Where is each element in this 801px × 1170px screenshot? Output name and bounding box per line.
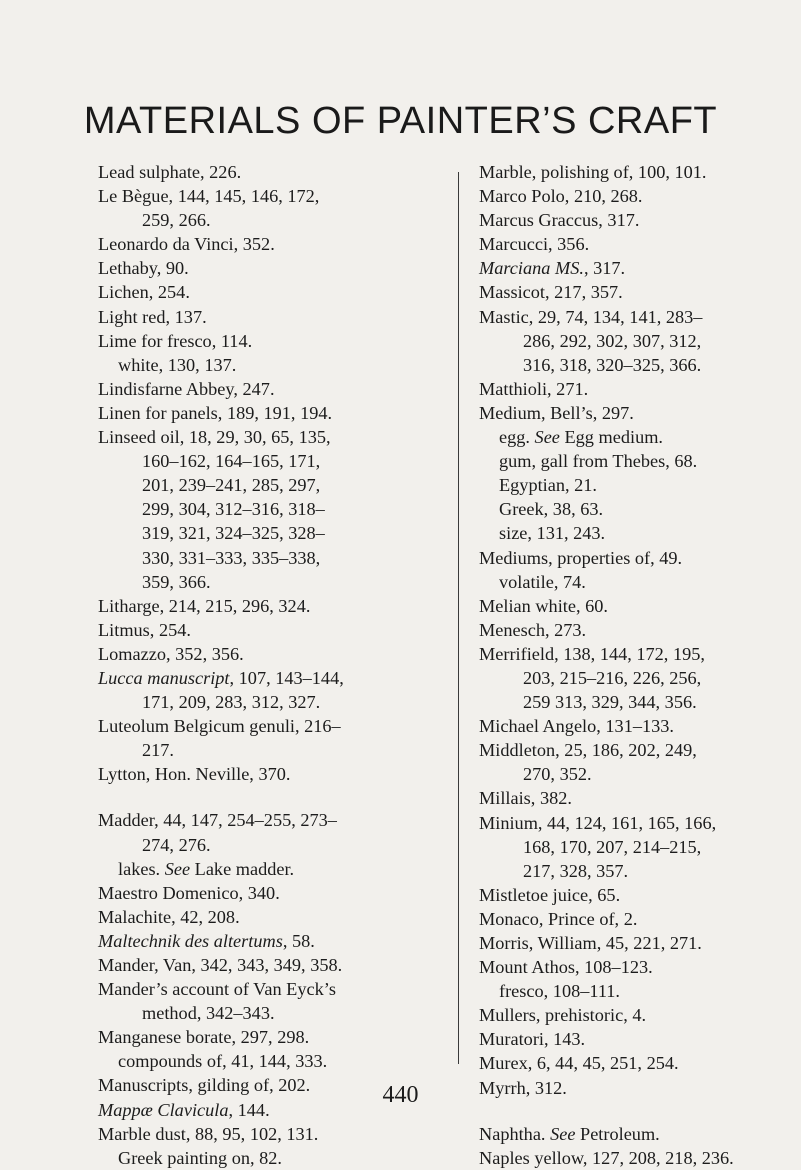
index-entry xyxy=(479,160,794,184)
entry-text: lakes. xyxy=(118,858,165,879)
entry-text: method, 342–343. xyxy=(142,1003,275,1024)
index-entry xyxy=(98,762,450,786)
entry-text: Naples yellow, 127, 208, 218, 236. xyxy=(479,1147,734,1168)
entry-text: Marble dust, 88, 95, 102, 131. xyxy=(98,1123,319,1144)
entry-text: 299, 304, 312–316, 318– xyxy=(142,499,325,520)
index-entry xyxy=(479,1003,794,1027)
entry-text: Melian white, 60. xyxy=(479,595,608,616)
see-reference: See xyxy=(164,858,191,879)
entry-text: egg. xyxy=(499,427,535,448)
index-entry xyxy=(479,907,794,931)
index-entry xyxy=(479,1051,794,1075)
entry-text: 286, 292, 302, 307, 312, xyxy=(523,330,702,351)
entry-text: Manuscripts, gilding of, 202. xyxy=(98,1075,311,1096)
entry-text: 171, 209, 283, 312, 327. xyxy=(142,692,321,713)
index-entry-continuation xyxy=(479,690,794,714)
index-entry xyxy=(479,786,794,810)
index-entry-continuation xyxy=(479,329,794,353)
index-subentry xyxy=(479,473,794,497)
italic-title: Maltechnik des altertums xyxy=(98,930,283,951)
index-entry-continuation xyxy=(98,690,450,714)
index-subentry xyxy=(479,979,794,1003)
index-entry xyxy=(479,714,794,738)
index-entry-continuation xyxy=(98,521,450,545)
index-entry-continuation xyxy=(98,833,450,857)
italic-title: Marciana MS. xyxy=(479,258,584,279)
index-entry xyxy=(98,184,450,208)
index-entry-continuation xyxy=(98,546,450,570)
entry-text: Muratori, 143. xyxy=(479,1029,586,1050)
entry-text: volatile, 74. xyxy=(499,571,586,592)
entry-text: , 107, 143–144, xyxy=(229,667,344,688)
index-entry xyxy=(98,305,450,329)
entry-text: 270, 352. xyxy=(523,764,592,785)
entry-text: 330, 331–333, 335–338, xyxy=(142,547,321,568)
index-entry xyxy=(479,594,794,618)
index-entry xyxy=(479,377,794,401)
entry-text: Maestro Domenico, 340. xyxy=(98,882,280,903)
entry-text: Manganese borate, 297, 298. xyxy=(98,1027,310,1048)
index-entry xyxy=(98,425,450,449)
index-entry-continuation xyxy=(98,738,450,762)
entry-text: Millais, 382. xyxy=(479,788,572,809)
entry-text: Massicot, 217, 357. xyxy=(479,282,623,303)
entry-text: 160–162, 164–165, 171, xyxy=(142,451,321,472)
entry-text: Lethaby, 90. xyxy=(98,258,189,279)
entry-text: Lichen, 254. xyxy=(98,282,190,303)
entry-text: Mistletoe juice, 65. xyxy=(479,884,621,905)
index-entry-continuation xyxy=(479,859,794,883)
index-entry xyxy=(479,232,794,256)
entry-text: white, 130, 137. xyxy=(118,354,237,375)
see-target: Petroleum. xyxy=(575,1123,660,1144)
index-subentry xyxy=(479,521,794,545)
see-target: Lake madder. xyxy=(190,858,295,879)
index-entry-continuation xyxy=(98,208,450,232)
index-subentry xyxy=(479,497,794,521)
index-subentry xyxy=(479,570,794,594)
entry-text: , 144. xyxy=(228,1099,270,1120)
entry-text: Myrrh, 312. xyxy=(479,1077,567,1098)
entry-text: 168, 170, 207, 214–215, xyxy=(523,836,702,857)
index-entry xyxy=(98,977,450,1001)
index-column-right xyxy=(479,160,794,1170)
entry-text: Litmus, 254. xyxy=(98,619,191,640)
index-entry xyxy=(479,208,794,232)
index-entry-continuation xyxy=(479,666,794,690)
index-entry xyxy=(479,256,794,280)
index-entry xyxy=(98,329,450,353)
entry-text: Lomazzo, 352, 356. xyxy=(98,643,244,664)
entry-text: Mander’s account of Van Eyck’s xyxy=(98,979,336,1000)
entry-text: Greek painting on, 82. xyxy=(118,1147,282,1168)
entry-text: compounds of, 41, 144, 333. xyxy=(118,1051,328,1072)
entry-text: 201, 239–241, 285, 297, xyxy=(142,475,321,496)
see-reference: See xyxy=(534,427,560,448)
entry-text: 259 313, 329, 344, 356. xyxy=(523,692,697,713)
index-entry xyxy=(479,1122,794,1146)
entry-text: Litharge, 214, 215, 296, 324. xyxy=(98,595,311,616)
entry-text: Le Bègue, 144, 145, 146, 172, xyxy=(98,186,320,207)
index-entry xyxy=(98,642,450,666)
entry-text: Marble, polishing of, 100, 101. xyxy=(479,162,707,182)
entry-text: size, 131, 243. xyxy=(499,523,606,544)
index-entry xyxy=(98,808,450,832)
index-entry-continuation xyxy=(98,497,450,521)
entry-text: Mander, Van, 342, 343, 349, 358. xyxy=(98,955,343,975)
entry-text: Michael Angelo, 131–133. xyxy=(479,716,674,737)
entry-text: Mullers, prehistoric, 4. xyxy=(479,1005,647,1026)
entry-text: Lime for fresco, 114. xyxy=(98,330,253,351)
index-entry xyxy=(479,738,794,762)
entry-text: Monaco, Prince of, 2. xyxy=(479,908,638,929)
index-subentry xyxy=(479,449,794,473)
entry-text: Luteolum Belgicum genuli, 216– xyxy=(98,716,341,737)
index-entry xyxy=(479,642,794,666)
entry-text: 217, 328, 357. xyxy=(523,860,629,881)
index-entry xyxy=(98,666,450,690)
index-entry-continuation xyxy=(98,473,450,497)
entry-text: Middleton, 25, 186, 202, 249, xyxy=(479,740,697,761)
index-entry xyxy=(98,594,450,618)
index-subentry xyxy=(98,353,450,377)
index-entry xyxy=(98,953,450,977)
index-entry-continuation xyxy=(479,835,794,859)
index-entry-continuation xyxy=(98,449,450,473)
index-column-left xyxy=(98,160,450,1170)
entry-text: gum, gall from Thebes, 68. xyxy=(499,451,698,472)
entry-text: Light red, 137. xyxy=(98,306,207,327)
index-entry xyxy=(98,714,450,738)
entry-text: 217. xyxy=(142,740,174,761)
entry-text: , 317. xyxy=(583,258,626,279)
see-target: Egg medium. xyxy=(559,427,663,448)
index-subentry xyxy=(98,857,450,881)
index-entry-continuation xyxy=(479,762,794,786)
entry-text: Madder, 44, 147, 254–255, 273– xyxy=(98,810,337,831)
entry-text: 359, 366. xyxy=(142,571,211,592)
entry-text: 259, 266. xyxy=(142,210,211,231)
page-number: 440 xyxy=(382,1082,419,1108)
index-entry xyxy=(479,955,794,979)
entry-text: 274, 276. xyxy=(142,834,211,855)
index-entry xyxy=(98,160,450,184)
entry-text: Marco Polo, 210, 268. xyxy=(479,186,643,207)
page-title: MATERIALS OF PAINTER’S CRAFT xyxy=(83,100,718,142)
entry-text: Lytton, Hon. Neville, 370. xyxy=(98,764,291,785)
index-entry xyxy=(98,401,450,425)
italic-title: Lucca manuscript xyxy=(98,667,230,688)
entry-text: Marcucci, 356. xyxy=(479,234,590,255)
index-entry xyxy=(479,546,794,570)
index-entry xyxy=(98,1025,450,1049)
index-entry xyxy=(479,883,794,907)
entry-text: Greek, 38, 63. xyxy=(499,499,604,520)
index-entry xyxy=(479,811,794,835)
italic-title: Mappæ Clavicula xyxy=(98,1099,229,1120)
entry-text: , 58. xyxy=(282,930,315,951)
index-entry xyxy=(479,401,794,425)
index-entry xyxy=(98,905,450,929)
column-divider xyxy=(458,172,459,1064)
index-entry xyxy=(98,881,450,905)
index-entry xyxy=(98,232,450,256)
entry-text: Mediums, properties of, 49. xyxy=(479,547,683,568)
index-entry-continuation xyxy=(98,570,450,594)
entry-text: Lindisfarne Abbey, 247. xyxy=(98,378,275,399)
entry-text: Mount Athos, 108–123. xyxy=(479,957,653,978)
entry-text: 319, 321, 324–325, 328– xyxy=(142,523,325,544)
index-entry-continuation xyxy=(479,353,794,377)
index-entry xyxy=(98,929,450,953)
index-entry xyxy=(479,931,794,955)
entry-text: 203, 215–216, 226, 256, xyxy=(523,667,702,688)
index-entry xyxy=(479,280,794,304)
entry-text: Linseed oil, 18, 29, 30, 65, 135, xyxy=(98,427,331,448)
entry-text: Mastic, 29, 74, 134, 141, 283– xyxy=(479,306,703,327)
entry-text: Morris, William, 45, 221, 271. xyxy=(479,933,702,953)
entry-text: Leonardo da Vinci, 352. xyxy=(98,234,275,255)
entry-text: Naphtha. xyxy=(479,1123,551,1144)
index-subentry xyxy=(98,1049,450,1073)
entry-text: fresco, 108–111. xyxy=(499,981,620,1002)
index-entry-continuation xyxy=(98,1001,450,1025)
entry-text: Marcus Graccus, 317. xyxy=(479,210,640,231)
entry-text: Medium, Bell’s, 297. xyxy=(479,402,634,423)
index-subentry xyxy=(98,1146,450,1170)
entry-text: 316, 318, 320–325, 366. xyxy=(523,354,702,375)
index-entry xyxy=(479,305,794,329)
entry-text: Lead sulphate, 226. xyxy=(98,162,242,182)
index-entry xyxy=(479,1146,794,1170)
index-entry xyxy=(98,618,450,642)
entry-text: Menesch, 273. xyxy=(479,619,587,640)
entry-text: Minium, 44, 124, 161, 165, 166, xyxy=(479,812,717,833)
index-subentry xyxy=(479,425,794,449)
entry-text: Murex, 6, 44, 45, 251, 254. xyxy=(479,1053,679,1074)
entry-text: Egyptian, 21. xyxy=(499,475,597,496)
entry-text: Matthioli, 271. xyxy=(479,378,589,399)
index-entry xyxy=(98,377,450,401)
index-entry xyxy=(98,1122,450,1146)
see-reference: See xyxy=(550,1123,576,1144)
index-entry xyxy=(98,256,450,280)
index-entry xyxy=(479,1027,794,1051)
index-entry xyxy=(98,280,450,304)
entry-text: Linen for panels, 189, 191, 194. xyxy=(98,402,333,423)
entry-text: Merrifield, 138, 144, 172, 195, xyxy=(479,643,705,664)
index-entry xyxy=(479,618,794,642)
index-entry xyxy=(479,184,794,208)
entry-text: Malachite, 42, 208. xyxy=(98,906,240,927)
